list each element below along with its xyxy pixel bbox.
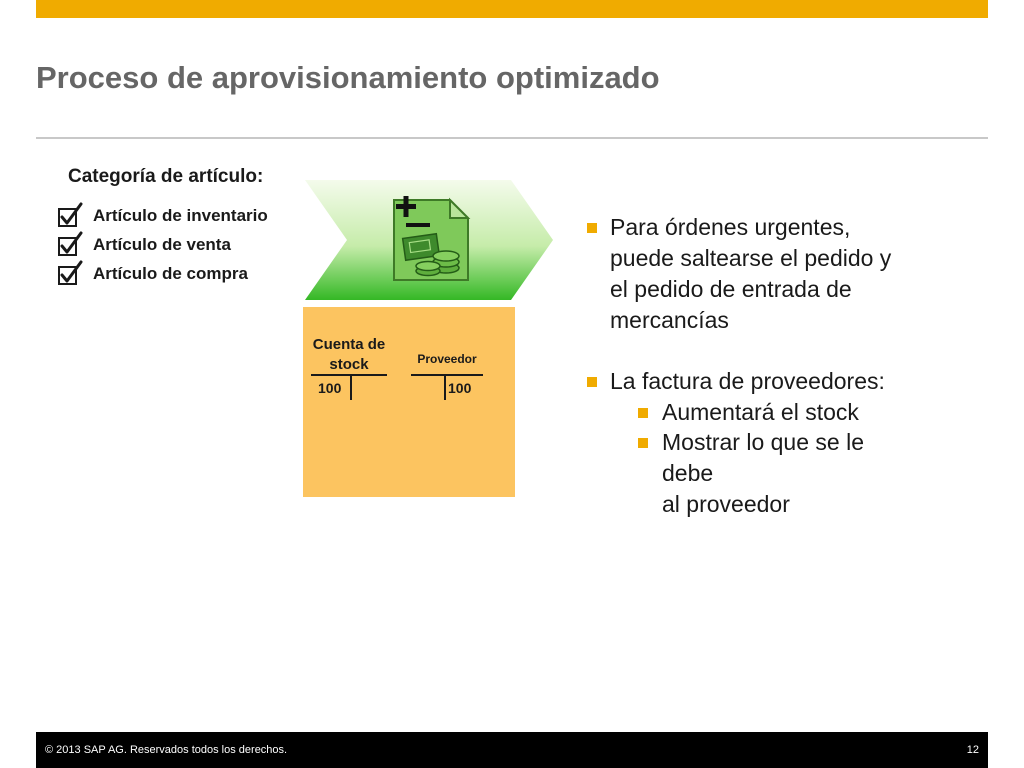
checkbox-checked-icon [56, 260, 84, 288]
category-item-inventory [56, 202, 268, 230]
bullet-line: Aumentará el stock [662, 399, 859, 425]
bullet-marker [587, 377, 597, 387]
category-heading: Categoría de artículo: [68, 166, 264, 187]
slide-title: Proceso de aprovisionamiento optimizado [36, 60, 660, 95]
sub-bullet-marker [638, 408, 648, 418]
bullet-line: puede saltearse el pedido y [610, 245, 892, 271]
bullet-line: Mostrar lo que se le [662, 429, 864, 455]
vendor-account-top-line [411, 374, 483, 376]
page-number: 12 [966, 744, 979, 756]
checkbox-checked-icon [56, 231, 84, 259]
bullet-vendor-invoice [610, 366, 885, 397]
top-accent-bar [36, 0, 988, 18]
stock-account-debit: 100 [318, 380, 342, 396]
sub-bullet-increase-stock [662, 397, 859, 428]
bullet-line: debe [662, 460, 714, 486]
invoice-money-icon [388, 192, 474, 288]
bullet-line: Para órdenes urgentes, [610, 214, 851, 240]
stock-account-title [303, 335, 395, 375]
footer-copyright: © 2013 SAP AG. Reservados todos los derechos. [45, 744, 288, 756]
vendor-account-center-line [444, 374, 446, 400]
sub-bullet-marker [638, 438, 648, 448]
bullet-urgent-orders [610, 212, 891, 336]
t-accounts-panel [303, 307, 515, 497]
title-divider [36, 137, 988, 139]
vendor-account-title: Proveedor [417, 352, 477, 366]
stock-account-top-line [311, 374, 387, 376]
category-item-label: Artículo de compra [93, 264, 248, 283]
category-item-sales [56, 231, 231, 259]
vendor-account-credit: 100 [448, 380, 472, 396]
category-item-label: Artículo de inventario [93, 206, 268, 225]
stock-account-title-line2: stock [329, 356, 369, 373]
bullet-line: La factura de proveedores: [610, 368, 885, 394]
bullet-line: el pedido de entrada de [610, 276, 852, 302]
sub-bullet-show-debt [662, 427, 864, 520]
category-item-label: Artículo de venta [93, 235, 231, 254]
stock-account-center-line [350, 374, 352, 400]
stock-account-title-line1: Cuenta de [312, 336, 386, 353]
bullet-line: mercancías [610, 307, 729, 333]
bullet-marker [587, 223, 597, 233]
footer-bar [36, 732, 988, 768]
category-item-purchase [56, 260, 248, 288]
bullet-line: al proveedor [662, 491, 790, 517]
checkbox-checked-icon [56, 202, 84, 230]
